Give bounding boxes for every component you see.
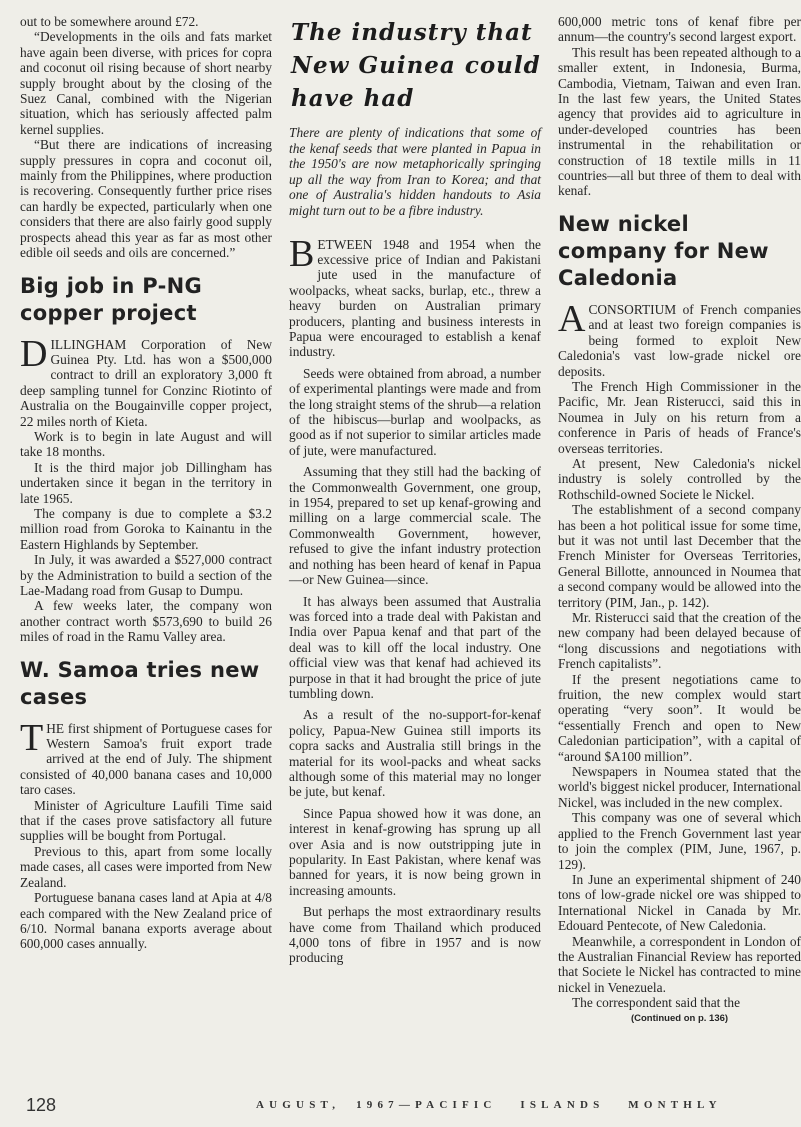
- article-text: Newspapers in Noumea stated that the world's biggest nickel producer, International Nickel, was included in the new complex.: [558, 764, 801, 810]
- standfirst-text: There are plenty of indications that some of the kenaf seeds that were planted in Papua in the 1950's are now metaphorically springing up all the way from Iran to Korea; and that one of Australia's hidden handouts to Asia might turn out to be a fibre industry.: [289, 125, 541, 218]
- article-text: It has always been assumed that Australia was forced into a trade deal with Pakistan and India over Papua kenaf and that part of the deal was to kill off the local industry. One official view was that kenaf had achieved its purpose in that it had brought the price of jute tumbling down.: [289, 593, 541, 701]
- running-footer: AUGUST, 1967—PACIFIC ISLANDS MONTHLY: [256, 1099, 722, 1111]
- article-text: Since Papua showed how it was done, an interest in kenaf-growing has sprung up all over Asia and is now outstripping jute in popularity. In East Pakistan, where kenaf was banned for years, it is now being grown in increasing amounts.: [289, 805, 541, 898]
- feature-title: The industry that New Guinea could have had: [291, 19, 541, 112]
- article-text: Meanwhile, a correspondent in London of the Australian Financial Review has reported that Societe le Nickel has contracted to mine nickel in Venezuela.: [558, 933, 801, 995]
- drop-cap: D: [20, 332, 48, 375]
- article-text: In July, it was awarded a $527,000 contract by the Administration to build a section of the Lae-Madang road from Gusap to Dumpu.: [20, 552, 272, 598]
- article-text: This company was one of several which applied to the French Government last year to join the complex (PIM, June, 1967, p. 129).: [558, 810, 801, 872]
- article-text: In June an experimental shipment of 240 tons of low-grade nickel ore was shipped to International Nickel in Canada by Mr. Edouard Pentecote, of New Caledonia.: [558, 871, 801, 934]
- article-text: It is the third major job Dillingham has undertaken since it began in the territory in late 1965.: [20, 459, 272, 506]
- article-text: The establishment of a second company has been a hot political issue for some time, but it was not until last December that the French Minister for Overseas Territories, General Billotte, announced in Noumea that a second company would be allowed into the territory (PIM, Jan., p. 142).: [558, 502, 801, 610]
- article-text: The correspondent said that the: [572, 995, 741, 1011]
- continued-note: (Continued on p. 136): [630, 1012, 729, 1024]
- standfirst: [289, 125, 541, 219]
- column-middle: [289, 14, 541, 966]
- article-text: But perhaps the most extraordinary results have come from Thailand which produced 4,000 tons of fibre in 1957 and is now producing: [289, 904, 541, 966]
- article-text: Work is to begin in late August and will take 18 months.: [20, 428, 272, 460]
- article-text: “Developments in the oils and fats market have again been diverse, with prices for copra and coconut oil rising because of short nearby supply brought about by the closing of the Suez Canal, combined with the Nigerian situation, which has seriously affected palm kernel supplies.: [20, 29, 272, 137]
- article-text: At present, New Caledonia's nickel industry is solely controlled by the Rothschild-owned Societe le Nickel.: [558, 455, 801, 502]
- article-text: “But there are indications of increasing supply pressures in copra and coconut oil, mainly from the Philippines, where production is recovering. Consequently further price rises can hardly be expected, particularly when one considers that there are also fairly good supply prospects ahead this year as far as most other edible oil seeds and oils are concerned.”: [20, 137, 272, 261]
- article-text: out to be somewhere around £72.: [20, 14, 199, 29]
- page-footer: [0, 1095, 801, 1125]
- article-text: A few weeks later, the company won another contract worth $573,690 to build 26 miles of road in the Ramu Valley area.: [20, 598, 272, 645]
- drop-cap: A: [558, 297, 586, 340]
- article-text: THE first shipment of Portuguese cases for Western Samoa's fruit export trade arrived at the end of July. The shipment consisted of 40,000 banana cases and 10,000 taro cases.: [20, 716, 272, 798]
- article-text: Seeds were obtained from abroad, a number of experimental plantings were made and from the long straight stems of the shrub—a relation of the hibiscus—burlap and woolpacks, as good as if not superior to similar articles made of jute, were manufactured.: [289, 365, 541, 458]
- article-text: Mr. Risterucci said that the creation of the new company had been delayed because of “long discussions and negotiations with French capitalists”.: [558, 610, 801, 672]
- article-text: As a result of the no-support-for-kenaf policy, Papua-New Guinea still imports its copra sacks and Australia still brings in the material for its wool-packs and wheat sacks although some of this material may no longer be jute, but kenaf.: [289, 707, 541, 800]
- page-number: 128: [26, 1095, 57, 1115]
- headline-nickel: New nickel company for New Caledonia: [558, 211, 769, 290]
- drop-cap: T: [20, 716, 44, 759]
- headline-copper: Big job in P-NG copper project: [20, 273, 203, 325]
- article-text: If the present negotiations came to fruition, the new complex would start operating “very soon”. It would be “essentially French and open to New Caledonian participation”, with a capital of “around $A100 million”.: [558, 671, 801, 764]
- article-text: Minister of Agriculture Laufili Time said that if the cases prove satisfactory all future supplies will be bought from Portugal.: [20, 797, 272, 844]
- column-left: [20, 14, 272, 952]
- article-text: 600,000 metric tons of kenaf fibre per annum—the country's second largest export.: [558, 14, 801, 45]
- drop-cap: B: [289, 232, 315, 275]
- column-right: [558, 14, 801, 1024]
- article-text: The French High Commissioner in the Pacific, Mr. Jean Risterucci, said this in Noumea in July on his return from a conference in Paris of heads of France's overseas territories.: [558, 378, 801, 456]
- article-text: BETWEEN 1948 and 1954 when the excessive price of Indian and Pakistani jute used in the manufacture of woolpacks, wheat sacks, burlap, etc., threw a heavy burden on Australian primary producers, planting and business interests in Papua were encouraged to establish a kenaf industry.: [289, 232, 541, 360]
- article-text: This result has been repeated although to a smaller extent, in Indonesia, Burma, Cambodia, Vietnam, Taiwan and even Iran. In the last few years, the United States agency that provides aid to agriculture in under-developed countries has been instrumental in the rehabilitation or construction of 18 textile mills in 11 countries—all but three of them to deal with kenaf.: [558, 44, 801, 199]
- article-text: The company is due to complete a $3.2 million road from Goroka to Kainantu in the Eastern Highlands by September.: [20, 505, 272, 552]
- article-text: ACONSORTIUM of French companies and at least two foreign companies is being formed to exploit New Caledonia's vast low-grade nickel ore deposits.: [558, 297, 801, 379]
- article-text: Portuguese banana cases land at Apia at 4/8 each compared with the New Zealand price of 6/10. Normal banana exports average about 600,000 cases annually.: [20, 890, 272, 952]
- article-text: DILLINGHAM Corporation of New Guinea Pty. Ltd. has won a $500,000 contract to drill an exploratory 3,000 ft deep sampling tunnel for Conzinc Riotinto of Australia on the Bougainville copper project, 22 miles north of Kieta.: [20, 332, 272, 429]
- article-text: Assuming that they still had the backing of the Commonwealth Government, one group, in 1954, prepared to set up kenaf-growing and milling on a large commercial scale. The Commonwealth Government, however, refused to give the infant industry protection and nothing has been heard of kenaf in Papua—or New Guinea—since.: [289, 464, 541, 588]
- headline-samoa: W. Samoa tries new cases: [20, 657, 260, 709]
- article-text: Previous to this, apart from some locally made cases, all cases were imported from New Zealand.: [20, 843, 272, 890]
